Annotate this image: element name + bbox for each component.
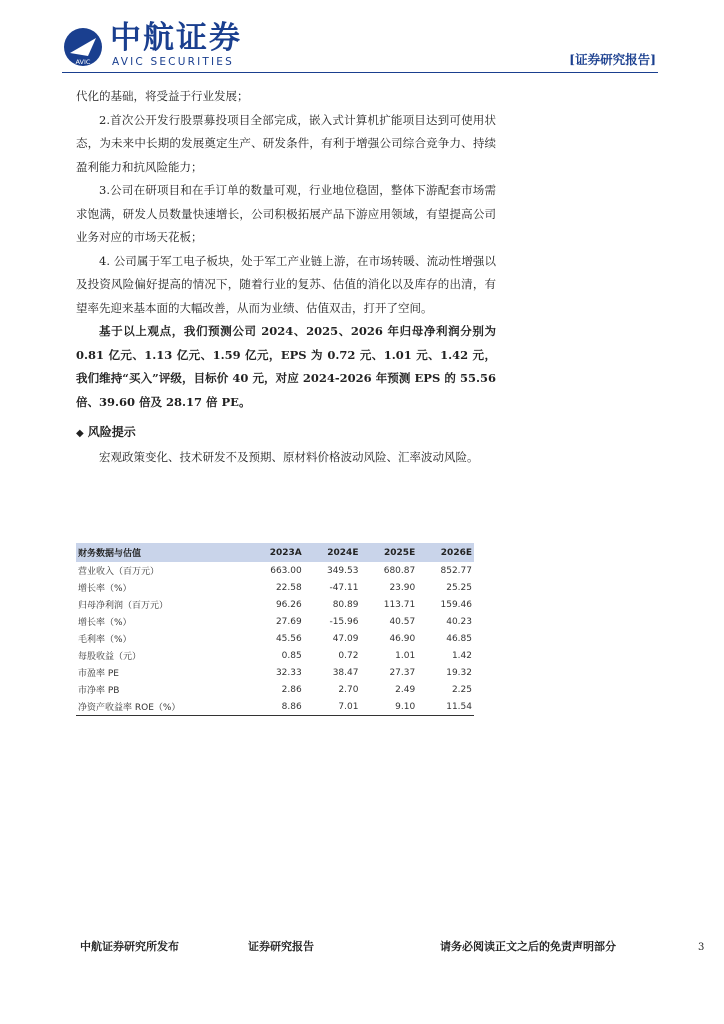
table-header-cell: 2024E [304,543,361,562]
table-cell: 159.46 [440,599,472,610]
table-header-cell: 财务数据与估值 [76,543,246,562]
table-cell: 增长率（%） [78,584,132,594]
header-divider [62,72,658,73]
table-cell: 663.00 [270,565,302,576]
paragraph-continued: 代化的基础，将受益于行业发展； [76,89,249,103]
table-cell: 2.86 [281,684,302,695]
table-header-cell: 2025E [360,543,417,562]
table-header-row [76,543,474,562]
table-cell: 22.58 [275,582,302,593]
avic-logo-icon [62,26,104,68]
table-cell: 2.70 [338,684,359,695]
table-cell: 46.85 [446,633,472,644]
table-cell: 23.90 [389,582,416,593]
table-cell: 1.01 [395,650,416,661]
paragraph-point-3: 3.公司在研项目和在手订单的数量可观，行业地位稳固，整体下游配套市场需求饱满，研发人员数量快速增长，公司积极拓展产品下游应用领域，有望提高公司业务对应的市场天花板； [76,183,496,244]
table-cell: 净资产收益率 ROE（%） [76,698,246,716]
logo-en-text: AVIC SECURITIES [112,56,234,68]
main-content [76,85,496,470]
table-cell: 96.26 [275,599,302,610]
table-cell: 1.42 [451,650,472,661]
page-header [0,0,724,80]
table-header-cell: 2023A [246,543,304,562]
table-cell: 27.37 [389,667,416,678]
table-cell: 46.90 [389,633,416,644]
risk-section-title: 风险提示 [87,425,136,439]
risk-text: 宏观政策变化、技术研发不及预期、原材料价格波动风险、汇率波动风险。 [99,450,479,464]
table-cell: 毛利率（%） [78,635,132,645]
financial-data-table [76,543,474,716]
table-cell: 349.53 [326,565,359,576]
table-cell: 11.54 [417,698,474,716]
table-cell: 0.85 [281,650,302,661]
risk-section-heading [76,420,496,446]
page-number: 3 [698,942,705,953]
table-row [76,596,474,613]
paragraph-forecast: 基于以上观点，我们预测公司 2024、2025、2026 年归母净利润分别为 0.81 亿元、1.13 亿元、1.59 亿元，EPS 为 0.72 元、1.01 元、1.42 元，我们维持“买入”评级，目标价 40 元，对应 2024-2026 年预测 EPS 的 55.56 倍、39.60 倍及 28.17 倍 PE。 [76,324,496,409]
table-row [76,664,474,681]
table-row [76,562,474,579]
table-row [76,613,474,630]
footer-report-type: 证券研究报告 [248,940,314,953]
table-header-cell: 2026E [417,543,474,562]
table-cell: 市净率 PB [78,686,120,696]
table-row [76,630,474,647]
table-cell: 2.25 [451,684,472,695]
report-type-tag: [证券研究报告] [569,52,656,67]
table-cell: 7.01 [304,698,361,716]
diamond-icon: ◆ [76,428,84,439]
table-cell: 32.33 [275,667,302,678]
table-cell: 9.10 [360,698,417,716]
table-row [76,681,474,698]
table-cell: -15.96 [329,616,359,627]
table-cell: 40.23 [446,616,472,627]
table-cell: 45.56 [275,633,302,644]
table-cell: 2.49 [395,684,416,695]
logo-cn-text: 中航证券 [110,20,242,56]
table-cell: 0.72 [338,650,359,661]
table-cell: -47.11 [329,582,359,593]
table-cell: 27.69 [275,616,302,627]
table-cell: 19.32 [446,667,472,678]
table-cell: 8.86 [246,698,304,716]
table-cell: 680.87 [383,565,416,576]
table-cell: 市盈率 PE [78,669,119,679]
table-cell: 营业收入（百万元） [78,567,160,577]
footer-publisher: 中航证券研究所发布 [80,940,179,953]
table-cell: 增长率（%） [78,618,132,628]
table-cell: 47.09 [332,633,359,644]
table-cell: 归母净利润（百万元） [78,601,169,611]
svg-text:AVIC: AVIC [75,58,91,66]
table-cell: 113.71 [383,599,416,610]
table-cell: 40.57 [389,616,416,627]
paragraph-point-2: 2.首次公开发行股票募投项目全部完成，嵌入式计算机扩能项目达到可使用状态，为未来中长期的发展奠定生产、研发条件，有利于增强公司综合竞争力、持续盈利能力和抗风险能力； [76,112,496,174]
table-cell: 852.77 [440,565,472,576]
footer-disclaimer: 请务必阅读正文之后的免责声明部分 [440,940,616,953]
table-row [76,698,474,716]
table-cell: 每股收益（元） [78,652,142,662]
table-row [76,579,474,596]
paragraph-point-4: 4. 公司属于军工电子板块，处于军工产业链上游，在市场转暖、流动性增强以及投资风险偏好提高的情况下，随着行业的复苏、估值的消化以及库存的出清，有望率先迎来基本面的大幅改善，从而为业绩、估值双击，打开了空间。 [76,253,496,315]
table-cell: 80.89 [332,599,359,610]
table-cell: 38.47 [332,667,359,678]
table-cell: 25.25 [446,582,472,593]
table-row [76,647,474,664]
